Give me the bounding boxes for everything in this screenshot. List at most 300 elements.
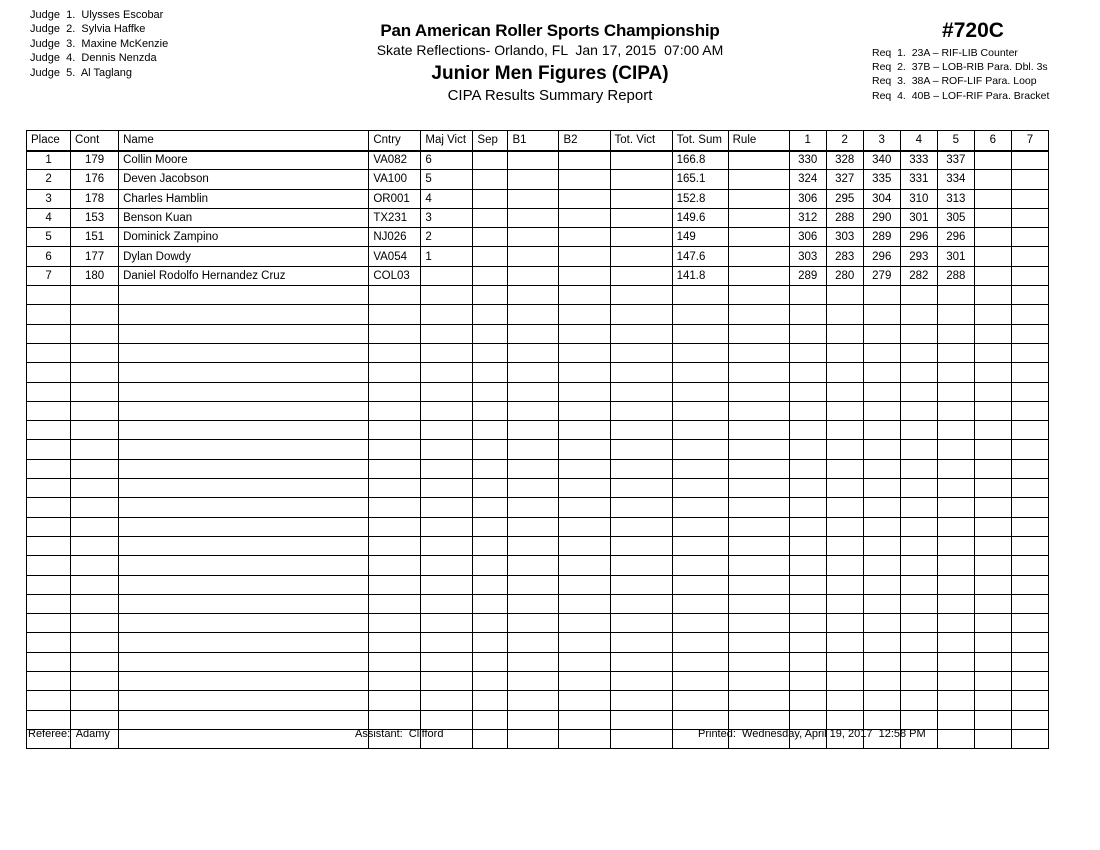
cell-empty [900, 556, 937, 575]
cell-empty [728, 575, 789, 594]
cell-b2 [559, 266, 610, 285]
cell-empty [473, 575, 508, 594]
cell-empty [508, 498, 559, 517]
cell-empty [974, 459, 1011, 478]
table-row-empty [27, 672, 1049, 691]
cell-j7 [1011, 228, 1048, 247]
cell-empty [473, 401, 508, 420]
cell-empty [559, 536, 610, 555]
cell-empty [826, 556, 863, 575]
cell-cont: 178 [71, 189, 119, 208]
cell-empty [71, 633, 119, 652]
cell-empty [508, 286, 559, 305]
cell-empty [27, 517, 71, 536]
cell-empty [937, 710, 974, 729]
judge-number: 1. [66, 9, 76, 21]
cell-j7 [1011, 189, 1048, 208]
cell-empty [672, 343, 728, 362]
cell-empty [1011, 382, 1048, 401]
cell-empty [27, 479, 71, 498]
cell-cont: 176 [71, 170, 119, 189]
cell-empty [974, 498, 1011, 517]
cell-empty [473, 286, 508, 305]
cell-j2: 295 [826, 189, 863, 208]
cell-empty [473, 517, 508, 536]
cell-empty [71, 652, 119, 671]
cell-empty [789, 498, 826, 517]
cell-empty [728, 691, 789, 710]
cell-empty [421, 363, 473, 382]
cell-empty [473, 343, 508, 362]
judge-number: 3. [66, 37, 76, 50]
cell-empty [71, 421, 119, 440]
cell-j6 [974, 151, 1011, 170]
cell-empty [421, 594, 473, 613]
cell-place: 3 [27, 189, 71, 208]
cell-empty [27, 459, 71, 478]
column-header-j4: 4 [900, 131, 937, 151]
cell-empty [27, 401, 71, 420]
cell-place: 5 [27, 228, 71, 247]
cell-empty [826, 652, 863, 671]
cell-empty [789, 691, 826, 710]
cell-empty [937, 459, 974, 478]
cell-empty [610, 421, 672, 440]
cell-cntry: VA100 [369, 170, 421, 189]
cell-empty [672, 401, 728, 420]
cell-empty [119, 440, 369, 459]
cell-empty [421, 421, 473, 440]
cell-empty [119, 691, 369, 710]
cell-empty [826, 614, 863, 633]
cell-empty [900, 382, 937, 401]
cell-j5: 288 [937, 266, 974, 285]
cell-empty [826, 536, 863, 555]
cell-empty [728, 343, 789, 362]
table-row-empty [27, 382, 1049, 401]
judge-label: Judge [30, 66, 60, 79]
cell-empty [369, 710, 421, 729]
cell-empty [728, 286, 789, 305]
cell-empty [974, 286, 1011, 305]
cell-empty [421, 440, 473, 459]
cell-name: Daniel Rodolfo Hernandez Cruz [119, 266, 369, 285]
cell-empty [369, 459, 421, 478]
table-header-row [27, 131, 1049, 151]
cell-empty [119, 382, 369, 401]
cell-empty [421, 517, 473, 536]
cell-empty [789, 305, 826, 324]
column-header-j1: 1 [789, 131, 826, 151]
judge-name: Dennis Nenzda [81, 52, 157, 65]
cell-rule [728, 208, 789, 227]
cell-cont: 153 [71, 208, 119, 227]
column-header-rule: Rule [728, 131, 789, 151]
cell-b2 [559, 208, 610, 227]
cell-empty [610, 305, 672, 324]
cell-empty [789, 421, 826, 440]
cell-empty [826, 305, 863, 324]
cell-empty [119, 536, 369, 555]
cell-empty [119, 614, 369, 633]
cell-empty [27, 363, 71, 382]
cell-empty [937, 536, 974, 555]
cell-empty [421, 672, 473, 691]
cell-empty [974, 324, 1011, 343]
cell-empty [1011, 286, 1048, 305]
column-header-place: Place [27, 131, 71, 151]
cell-cntry: TX231 [369, 208, 421, 227]
cell-empty [119, 498, 369, 517]
cell-empty [789, 459, 826, 478]
cell-empty [421, 498, 473, 517]
cell-empty [672, 672, 728, 691]
cell-empty [508, 459, 559, 478]
cell-name: Collin Moore [119, 151, 369, 170]
column-header-j7: 7 [1011, 131, 1048, 151]
cell-empty [900, 614, 937, 633]
column-header-tot_vict: Tot. Vict [610, 131, 672, 151]
cell-empty [974, 343, 1011, 362]
cell-empty [71, 401, 119, 420]
cell-empty [473, 324, 508, 343]
cell-name: Dylan Dowdy [119, 247, 369, 266]
column-header-name: Name [119, 131, 369, 151]
cell-empty [937, 363, 974, 382]
cell-empty [369, 305, 421, 324]
cell-cntry: OR001 [369, 189, 421, 208]
cell-empty [728, 652, 789, 671]
cell-empty [610, 710, 672, 729]
cell-cntry: VA054 [369, 247, 421, 266]
cell-j1: 306 [789, 189, 826, 208]
cell-empty [974, 363, 1011, 382]
cell-empty [1011, 652, 1048, 671]
cell-empty [71, 672, 119, 691]
cell-place: 4 [27, 208, 71, 227]
cell-j3: 296 [863, 247, 900, 266]
cell-empty [119, 556, 369, 575]
cell-empty [369, 363, 421, 382]
cell-empty [900, 324, 937, 343]
cell-empty [369, 575, 421, 594]
cell-empty [672, 691, 728, 710]
table-row-empty [27, 324, 1049, 343]
requirement-line: Req 1. 23A – RIF-LIB Counter [872, 47, 1018, 59]
cell-b1 [508, 247, 559, 266]
cell-empty [119, 343, 369, 362]
cell-empty [1011, 421, 1048, 440]
cell-empty [863, 594, 900, 613]
cell-empty [863, 614, 900, 633]
cell-j5: 334 [937, 170, 974, 189]
cell-empty [826, 324, 863, 343]
cell-empty [71, 691, 119, 710]
cell-empty [559, 324, 610, 343]
judge-label: Judge [30, 37, 60, 50]
judge-entry [30, 22, 168, 36]
cell-empty [826, 575, 863, 594]
cell-empty [672, 710, 728, 729]
cell-sep [473, 189, 508, 208]
cell-empty [559, 614, 610, 633]
table-row-empty [27, 421, 1049, 440]
cell-j4: 296 [900, 228, 937, 247]
cell-tot_vict [610, 208, 672, 227]
cell-empty [1011, 536, 1048, 555]
cell-empty [369, 633, 421, 652]
cell-j7 [1011, 208, 1048, 227]
cell-sep [473, 228, 508, 247]
cell-tot_vict [610, 189, 672, 208]
cell-empty [789, 324, 826, 343]
cell-empty [421, 401, 473, 420]
cell-tot_sum: 152.8 [672, 189, 728, 208]
cell-empty [900, 498, 937, 517]
cell-j4: 301 [900, 208, 937, 227]
report-footer [0, 728, 1100, 748]
judge-number: 5. [66, 66, 76, 79]
cell-empty [473, 614, 508, 633]
column-header-j6: 6 [974, 131, 1011, 151]
cell-j2: 288 [826, 208, 863, 227]
venue-date-line: Skate Reflections- Orlando, FL Jan 17, 2015 07:00 AM [376, 42, 724, 58]
cell-empty [610, 556, 672, 575]
cell-tot_vict [610, 151, 672, 170]
cell-empty [974, 633, 1011, 652]
cell-j4: 282 [900, 266, 937, 285]
cell-maj_vict: 2 [421, 228, 473, 247]
cell-empty [937, 633, 974, 652]
cell-j5: 305 [937, 208, 974, 227]
cell-empty [728, 672, 789, 691]
cell-empty [826, 363, 863, 382]
table-row-empty [27, 401, 1049, 420]
cell-b2 [559, 170, 610, 189]
cell-b1 [508, 208, 559, 227]
assistant-label: Assistant: Clifford [355, 728, 444, 740]
cell-empty [27, 710, 71, 729]
cell-empty [27, 691, 71, 710]
cell-empty [900, 517, 937, 536]
cell-empty [610, 382, 672, 401]
cell-empty [789, 343, 826, 362]
cell-empty [863, 459, 900, 478]
cell-empty [71, 343, 119, 362]
cell-empty [71, 614, 119, 633]
cell-empty [863, 401, 900, 420]
cell-empty [508, 691, 559, 710]
cell-j2: 283 [826, 247, 863, 266]
cell-empty [672, 459, 728, 478]
cell-empty [900, 421, 937, 440]
cell-j6 [974, 189, 1011, 208]
cell-empty [728, 498, 789, 517]
cell-empty [559, 401, 610, 420]
cell-empty [421, 633, 473, 652]
cell-empty [728, 517, 789, 536]
cell-empty [27, 614, 71, 633]
judge-label: Judge [30, 9, 60, 21]
judge-entry [30, 8, 168, 22]
cell-empty [559, 633, 610, 652]
cell-name: Deven Jacobson [119, 170, 369, 189]
cell-empty [27, 498, 71, 517]
cell-empty [900, 710, 937, 729]
cell-j4: 310 [900, 189, 937, 208]
cell-empty [71, 324, 119, 343]
cell-empty [473, 594, 508, 613]
cell-j3: 289 [863, 228, 900, 247]
cell-empty [610, 498, 672, 517]
cell-maj_vict: 4 [421, 189, 473, 208]
judge-number: 2. [66, 23, 76, 36]
cell-empty [610, 479, 672, 498]
cell-b2 [559, 247, 610, 266]
cell-rule [728, 151, 789, 170]
cell-j3: 335 [863, 170, 900, 189]
cell-empty [826, 459, 863, 478]
cell-empty [863, 363, 900, 382]
cell-j1: 312 [789, 208, 826, 227]
cell-empty [826, 286, 863, 305]
cell-empty [672, 305, 728, 324]
table-row-empty [27, 633, 1049, 652]
report-header [280, 20, 820, 106]
cell-empty [863, 575, 900, 594]
cell-empty [508, 517, 559, 536]
cell-empty [937, 479, 974, 498]
cell-j5: 296 [937, 228, 974, 247]
cell-empty [789, 479, 826, 498]
column-header-cntry: Cntry [369, 131, 421, 151]
cell-empty [937, 324, 974, 343]
cell-empty [508, 652, 559, 671]
cell-empty [559, 459, 610, 478]
cell-empty [1011, 459, 1048, 478]
cell-empty [369, 536, 421, 555]
cell-empty [473, 672, 508, 691]
judge-entry [30, 37, 168, 51]
cell-empty [826, 401, 863, 420]
cell-j1: 324 [789, 170, 826, 189]
cell-empty [27, 652, 71, 671]
cell-empty [119, 286, 369, 305]
cell-empty [937, 440, 974, 459]
cell-empty [369, 691, 421, 710]
cell-empty [71, 536, 119, 555]
cell-empty [559, 286, 610, 305]
judge-label: Judge [30, 23, 60, 36]
table-row-empty [27, 440, 1049, 459]
cell-empty [610, 614, 672, 633]
cell-sep [473, 208, 508, 227]
cell-empty [369, 324, 421, 343]
table-row [27, 266, 1049, 285]
cell-sep [473, 266, 508, 285]
cell-empty [71, 517, 119, 536]
requirement-line: Req 3. 38A – ROF-LIF Para. Loop [872, 75, 1037, 88]
cell-empty [421, 479, 473, 498]
cell-empty [826, 672, 863, 691]
cell-empty [559, 517, 610, 536]
cell-maj_vict: 3 [421, 208, 473, 227]
cell-empty [863, 691, 900, 710]
cell-empty [508, 440, 559, 459]
cell-empty [508, 536, 559, 555]
cell-empty [27, 305, 71, 324]
cell-empty [937, 691, 974, 710]
cell-place: 1 [27, 151, 71, 170]
cell-empty [672, 324, 728, 343]
cell-j5: 337 [937, 151, 974, 170]
cell-empty [559, 382, 610, 401]
table-row-empty [27, 498, 1049, 517]
cell-empty [559, 691, 610, 710]
cell-j7 [1011, 247, 1048, 266]
cell-empty [71, 382, 119, 401]
cell-empty [119, 363, 369, 382]
table-row-empty [27, 556, 1049, 575]
cell-j6 [974, 247, 1011, 266]
cell-empty [863, 305, 900, 324]
cell-empty [508, 401, 559, 420]
cell-empty [1011, 440, 1048, 459]
cell-empty [900, 633, 937, 652]
cell-empty [672, 421, 728, 440]
cell-b2 [559, 189, 610, 208]
cell-j3: 340 [863, 151, 900, 170]
cell-empty [369, 498, 421, 517]
cell-empty [559, 343, 610, 362]
cell-empty [473, 421, 508, 440]
cell-empty [826, 710, 863, 729]
cell-empty [672, 440, 728, 459]
cell-empty [937, 305, 974, 324]
table-row-empty [27, 363, 1049, 382]
cell-empty [559, 363, 610, 382]
cell-empty [369, 382, 421, 401]
cell-empty [1011, 343, 1048, 362]
cell-empty [863, 556, 900, 575]
cell-empty [937, 421, 974, 440]
cell-empty [728, 710, 789, 729]
cell-empty [728, 479, 789, 498]
cell-empty [937, 286, 974, 305]
cell-empty [508, 363, 559, 382]
cell-place: 6 [27, 247, 71, 266]
cell-empty [974, 710, 1011, 729]
cell-empty [508, 710, 559, 729]
cell-empty [728, 324, 789, 343]
cell-empty [728, 633, 789, 652]
cell-empty [71, 305, 119, 324]
cell-empty [421, 536, 473, 555]
requirement-line: Req 4. 40B – LOF-RIF Para. Bracket [872, 89, 1050, 102]
judge-entry [30, 51, 168, 65]
cell-empty [937, 672, 974, 691]
cell-empty [974, 382, 1011, 401]
column-header-maj_vict: Maj Vict [421, 131, 473, 151]
cell-empty [826, 691, 863, 710]
cell-empty [610, 536, 672, 555]
cell-tot_sum: 165.1 [672, 170, 728, 189]
cell-j2: 327 [826, 170, 863, 189]
cell-empty [863, 324, 900, 343]
cell-tot_sum: 149 [672, 228, 728, 247]
cell-empty [27, 575, 71, 594]
cell-empty [508, 672, 559, 691]
